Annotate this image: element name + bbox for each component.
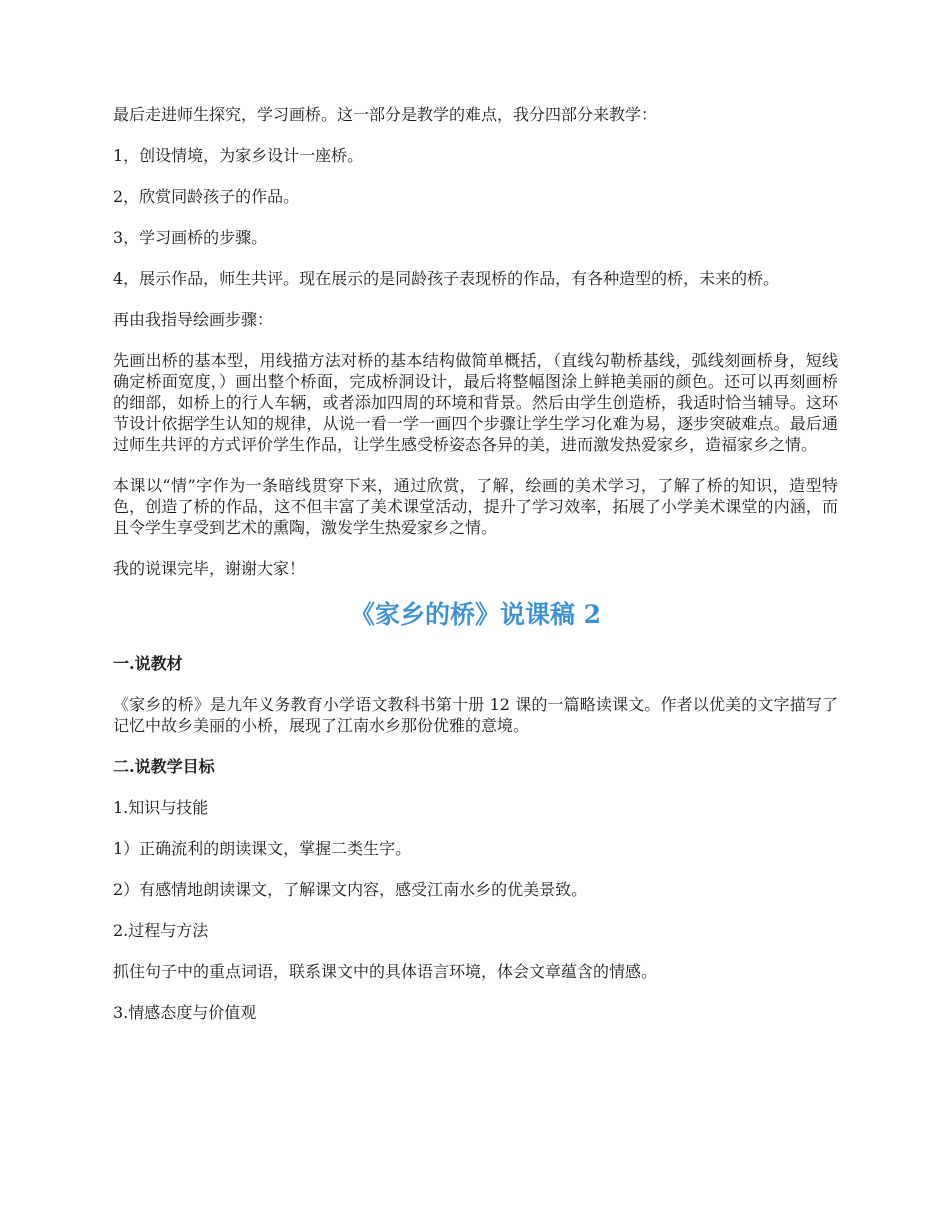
goal-process: 2.过程与方法 — [113, 921, 209, 940]
goal-knowledge: 1.知识与技能 — [113, 798, 209, 817]
heading-textbook: 一.说教材 — [113, 654, 183, 673]
step-4: 4，展示作品，师生共评。现在展示的是同龄孩子表现桥的作品，有各种造型的桥，未来的桥。 — [113, 269, 780, 288]
goal-emotion: 3.情感态度与价值观 — [113, 1003, 257, 1022]
step-2: 2，欣赏同龄孩子的作品。 — [113, 187, 300, 206]
step-3: 3，学习画桥的步骤。 — [113, 228, 268, 247]
paragraph-closing: 我的说课完毕，谢谢大家！ — [113, 559, 306, 578]
paragraph-summary: 本课以“情”字作为一条暗线贯穿下来，通过欣赏，了解，绘画的美术学习，了解了桥的知识，造型特色，创造了桥的作品，这不但丰富了美术课堂活动，提升了学习效率，拓展了小学美术课堂的内涵，而且令学生享受到艺术的熏陶，激发学生热爱家乡之情。 — [113, 476, 838, 537]
goal-process-detail: 抓住句子中的重点词语，联系课文中的具体语言环境，体会文章蕴含的情感。 — [113, 962, 658, 981]
heading-goals: 二.说教学目标 — [113, 757, 215, 776]
step-1: 1，创设情境，为家乡设计一座桥。 — [113, 146, 364, 165]
section-title: 《家乡的桥》说课稿 2 — [349, 600, 602, 629]
goal-knowledge-1: 1）正确流利的朗读课文，掌握二类生字。 — [113, 839, 412, 858]
paragraph-textbook: 《家乡的桥》是九年义务教育小学语文教科书第十册 12 课的一篇略读课文。作者以优美的文字描写了记忆中故乡美丽的小桥，展现了江南水乡那份优雅的意境。 — [113, 695, 838, 735]
paragraph-intro: 最后走进师生探究，学习画桥。这一部分是教学的难点，我分四部分来教学： — [113, 105, 658, 124]
paragraph-drawing-steps: 先画出桥的基本型，用线描方法对桥的基本结构做简单概括，（直线勾勒桥基线，弧线刻画桥身，短线确定桥面宽度，）画出整个桥面，完成桥洞设计，最后将整幅图涂上鲜艳美丽的颜色。还可以再刻画桥的细部，如桥上的行人车辆，或者添加四周的环境和背景。然后由学生创造桥，我适时恰当辅导。这环节设计依据学生认知的规律，从说一看一学一画四个步骤让学生学习化难为易，逐步突破难点。最后通过师生共评的方式评价学生作品，让学生感受桥姿态各异的美，进而激发热爱家乡，造福家乡之情。 — [113, 351, 838, 454]
goal-knowledge-2: 2）有感情地朗读课文，了解课文内容，感受江南水乡的优美景致。 — [113, 880, 588, 899]
paragraph-guidance: 再由我指导绘画步骤： — [113, 310, 274, 329]
document-page — [113, 104, 838, 1043]
